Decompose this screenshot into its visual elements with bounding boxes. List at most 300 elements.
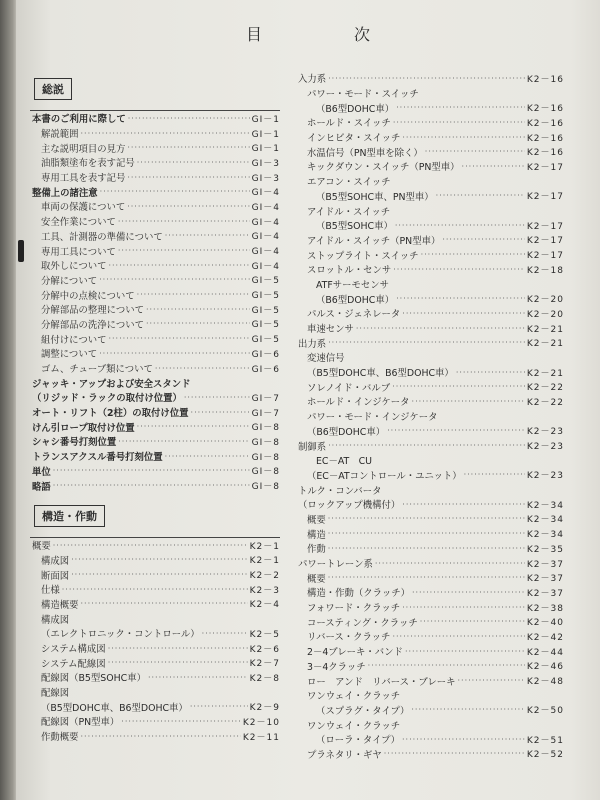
leader-dots xyxy=(421,250,525,259)
leader-dots xyxy=(456,368,525,377)
toc-entry xyxy=(296,291,564,306)
toc-entry-title: ホールド・スイッチ xyxy=(307,118,391,130)
toc-entry xyxy=(296,717,564,732)
toc-entry-page: GⅠ－5 xyxy=(251,305,280,316)
toc-entry-title: 構造・作動（クラッチ） xyxy=(307,588,410,600)
toc-entry-title: インヒビタ・スイッチ xyxy=(307,133,401,145)
toc-entry xyxy=(296,115,564,130)
toc-entry-page: GⅠ－4 xyxy=(251,202,280,213)
toc-entry-page: K2－1 xyxy=(249,556,280,567)
leader-dots xyxy=(127,202,249,211)
leader-dots xyxy=(118,437,249,446)
toc-entry-page: K2－8 xyxy=(249,673,280,684)
toc-entry-title: 配線図（B5型SOHC車） xyxy=(41,673,146,685)
toc-entry xyxy=(30,273,280,288)
toc-list-right xyxy=(296,71,564,761)
toc-entry-title: （B5型SOHC車） xyxy=(316,221,393,233)
toc-entry xyxy=(296,379,564,394)
toc-entry-page: K2－11 xyxy=(242,732,280,743)
leader-dots xyxy=(127,173,249,182)
leader-dots xyxy=(328,544,525,553)
toc-entry-title: 単位 xyxy=(32,466,51,478)
toc-entry-page: K2－50 xyxy=(526,706,564,717)
toc-entry-title: 水温信号（PN型車を除く） xyxy=(307,147,423,159)
toc-entry-page: GⅠ－6 xyxy=(251,364,280,375)
toc-entry-title: けん引ロープ取付け位置 xyxy=(32,422,135,434)
toc-entry xyxy=(296,453,564,468)
toc-entry-title: リバース・クラッチ xyxy=(307,632,391,644)
toc-entry xyxy=(296,71,564,86)
toc-entry-title: シャシ番号打刻位置 xyxy=(32,437,117,449)
toc-entry xyxy=(296,86,564,101)
right-column xyxy=(296,71,564,761)
toc-entry-title: 整備上の諸注意 xyxy=(32,187,98,199)
leader-dots xyxy=(146,305,250,314)
toc-entry-title: 作動 xyxy=(307,544,326,556)
toc-entry xyxy=(30,419,280,434)
toc-entry xyxy=(30,553,280,568)
leader-dots xyxy=(328,529,525,538)
toc-entry xyxy=(30,699,280,714)
toc-entry xyxy=(296,629,564,644)
toc-entry-title: 分解について xyxy=(41,275,98,287)
leader-dots xyxy=(387,426,525,435)
leader-dots xyxy=(402,603,525,612)
toc-entry xyxy=(30,287,280,302)
toc-entry xyxy=(30,449,280,464)
toc-entry xyxy=(30,375,280,390)
leader-dots xyxy=(412,588,525,597)
toc-entry-page: K2－37 xyxy=(526,588,564,599)
toc-entry xyxy=(296,159,564,174)
toc-entry-title: 概要 xyxy=(307,573,326,585)
toc-entry-page: K2－16 xyxy=(526,148,564,159)
toc-entry-title: 配線図 xyxy=(41,688,70,700)
toc-entry-page: K2－9 xyxy=(249,703,280,714)
leader-dots xyxy=(356,324,525,333)
toc-entry-title: 構成図 xyxy=(41,614,70,626)
toc-entry-title: （B5型DOHC車、B6型DOHC車） xyxy=(307,368,454,380)
toc-list-structure xyxy=(30,538,280,744)
toc-entry-title: パワートレーン系 xyxy=(298,559,373,571)
toc-entry-title: フォワード・クラッチ xyxy=(307,603,401,615)
toc-entry-title: （B5型SOHC車、PN型車） xyxy=(316,191,434,203)
toc-entry-page: GⅠ－6 xyxy=(251,349,280,360)
toc-entry-title: 出力系 xyxy=(298,338,327,350)
leader-dots xyxy=(53,481,250,490)
toc-entry xyxy=(296,570,564,585)
toc-entry-title: ゴム、チューブ類について xyxy=(41,364,153,376)
toc-entry xyxy=(296,541,564,556)
leader-dots xyxy=(127,143,249,152)
toc-entry-page: K2－38 xyxy=(526,603,564,614)
toc-entry xyxy=(30,478,280,493)
toc-entry-title: システム構成図 xyxy=(41,644,106,656)
toc-entry-title: （スプラグ・タイプ） xyxy=(316,705,410,717)
toc-entry xyxy=(296,468,564,483)
leader-dots xyxy=(402,133,525,142)
toc-entry-page: K2－21 xyxy=(526,324,564,335)
toc-page xyxy=(16,0,600,800)
toc-entry xyxy=(296,644,564,659)
leader-dots xyxy=(148,673,248,682)
leader-dots xyxy=(137,158,250,167)
leader-dots xyxy=(462,162,525,171)
leader-dots xyxy=(137,422,250,431)
section-heading-overview: 総説 xyxy=(34,78,72,100)
toc-entry-page: GⅠ－4 xyxy=(251,247,280,258)
toc-entry xyxy=(296,747,564,762)
toc-entry-page: K2－5 xyxy=(249,629,280,640)
leader-dots xyxy=(121,717,241,726)
toc-entry xyxy=(296,556,564,571)
leader-dots xyxy=(396,103,525,112)
leader-dots xyxy=(425,147,525,156)
toc-entry-page: GⅠ－3 xyxy=(251,173,280,184)
toc-entry-title: トルク・コンバータ xyxy=(298,485,382,497)
toc-entry-page: K2－22 xyxy=(526,383,564,394)
toc-entry xyxy=(30,361,280,376)
leader-dots xyxy=(393,118,525,127)
leader-dots xyxy=(328,514,525,523)
toc-entry xyxy=(30,729,280,744)
toc-entry-title: （エレクトロニック・コントロール） xyxy=(41,629,200,641)
leader-dots xyxy=(165,231,250,240)
leader-dots xyxy=(190,702,248,711)
toc-entry-title: 仕様 xyxy=(41,585,60,597)
toc-entry-page: K2－17 xyxy=(526,192,564,203)
toc-entry-page: K2－16 xyxy=(526,74,564,85)
binding-edge xyxy=(0,0,16,800)
toc-entry-page: K2－18 xyxy=(526,265,564,276)
toc-entry xyxy=(30,611,280,626)
toc-entry xyxy=(30,434,280,449)
toc-entry-title: （B6型DOHC車） xyxy=(316,294,395,306)
leader-dots xyxy=(328,338,525,347)
toc-entry-page: GⅠ－4 xyxy=(251,232,280,243)
leader-dots xyxy=(108,644,248,653)
leader-dots xyxy=(100,187,250,196)
toc-entry-title: 概要 xyxy=(32,541,51,553)
leader-dots xyxy=(420,617,525,626)
leader-dots xyxy=(412,397,525,406)
toc-entry xyxy=(30,126,280,141)
leader-dots xyxy=(402,735,525,744)
toc-entry-title: パワー・モード・インジケータ xyxy=(307,412,438,424)
toc-entry-page: GⅠ－8 xyxy=(251,482,280,493)
toc-entry xyxy=(30,184,280,199)
section-heading-structure: 構造・作動 xyxy=(34,505,105,527)
toc-entry xyxy=(30,641,280,656)
toc-entry xyxy=(30,405,280,420)
toc-entry-title: 概要 xyxy=(307,514,326,526)
toc-entry-title: ソレノイド・バルブ xyxy=(307,382,391,394)
leader-dots xyxy=(402,500,525,509)
leader-dots xyxy=(368,661,525,670)
toc-entry xyxy=(30,302,280,317)
toc-entry-title: 構造概要 xyxy=(41,599,79,611)
toc-entry xyxy=(296,688,564,703)
toc-entry-page: K2－16 xyxy=(526,118,564,129)
toc-entry xyxy=(30,670,280,685)
toc-entry-page: GⅠ－1 xyxy=(251,114,280,125)
toc-entry-page: K2－23 xyxy=(526,442,564,453)
toc-entry xyxy=(296,673,564,688)
leader-dots xyxy=(384,749,525,758)
toc-entry-title: （EC－ATコントロール・ユニット） xyxy=(307,470,462,482)
toc-entry-page: K2－10 xyxy=(242,717,280,728)
toc-entry xyxy=(296,365,564,380)
toc-entry-page: GⅠ－8 xyxy=(251,452,280,463)
toc-entry-page: GⅠ－8 xyxy=(251,437,280,448)
toc-entry-page: K2－37 xyxy=(526,574,564,585)
toc-entry-title: アイドル・スイッチ xyxy=(307,206,391,218)
toc-entry-page: K2－52 xyxy=(526,750,564,761)
toc-entry-title: EC－AT CU xyxy=(316,456,373,468)
leader-dots xyxy=(108,658,248,667)
leader-dots xyxy=(128,114,250,123)
leader-dots xyxy=(411,705,525,714)
toc-entry-page: GⅠ－5 xyxy=(251,320,280,331)
toc-entry-title: パワー・モード・スイッチ xyxy=(307,89,419,101)
toc-list-overview xyxy=(30,111,280,493)
leader-dots xyxy=(202,629,248,638)
leader-dots xyxy=(392,632,524,641)
toc-entry xyxy=(30,597,280,612)
toc-entry-page: K2－16 xyxy=(526,133,564,144)
toc-entry-title: 組付けについて xyxy=(41,334,107,346)
toc-entry-page: GⅠ－4 xyxy=(251,217,280,228)
leader-dots xyxy=(396,294,525,303)
toc-entry xyxy=(296,203,564,218)
toc-entry-page: K2－34 xyxy=(526,515,564,526)
toc-entry xyxy=(296,189,564,204)
leader-dots xyxy=(108,334,249,343)
toc-entry xyxy=(30,140,280,155)
toc-entry-title: （B6型DOHC車） xyxy=(307,426,386,438)
toc-entry xyxy=(296,218,564,233)
toc-entry xyxy=(30,538,280,553)
leader-dots xyxy=(81,599,248,608)
toc-entry-page: GⅠ－3 xyxy=(251,158,280,169)
toc-entry xyxy=(30,626,280,641)
toc-entry-page: GⅠ－8 xyxy=(251,467,280,478)
toc-entry-title: 構成図 xyxy=(41,555,70,567)
leader-dots xyxy=(328,573,525,582)
toc-entry xyxy=(30,346,280,361)
toc-entry-page: K2－48 xyxy=(526,677,564,688)
toc-entry xyxy=(296,526,564,541)
toc-entry-page: K2－2 xyxy=(249,571,280,582)
toc-entry-title: 略語 xyxy=(32,481,51,493)
toc-entry-title: コースティング・クラッチ xyxy=(307,617,418,629)
toc-entry xyxy=(30,567,280,582)
leader-dots xyxy=(71,570,248,579)
toc-entry-title: スロットル・センサ xyxy=(307,265,392,277)
toc-entry xyxy=(296,409,564,424)
toc-entry xyxy=(296,394,564,409)
page-title: 目 次 xyxy=(245,25,408,44)
toc-entry-page: K2－16 xyxy=(526,104,564,115)
toc-entry-title: ストップライト・スイッチ xyxy=(307,250,419,262)
toc-entry-title: ジャッキ・アップおよび安全スタンド xyxy=(32,378,191,390)
toc-entry-title: 変速信号 xyxy=(307,353,345,365)
toc-entry xyxy=(30,229,280,244)
toc-entry xyxy=(30,582,280,597)
toc-entry-page: GⅠ－4 xyxy=(251,261,280,272)
leader-dots xyxy=(328,441,525,450)
toc-entry-page: K2－20 xyxy=(526,309,564,320)
toc-entry-title: 調整について xyxy=(41,349,98,361)
toc-entry xyxy=(30,714,280,729)
toc-entry xyxy=(30,199,280,214)
toc-entry xyxy=(296,306,564,321)
binder-hole xyxy=(18,240,24,262)
toc-entry-title: 分解中の点検について xyxy=(41,290,135,302)
toc-entry-page: GⅠ－5 xyxy=(251,335,280,346)
toc-entry xyxy=(30,243,280,258)
toc-entry-title: 車両の保護について xyxy=(41,202,126,214)
toc-entry-title: 3－4クラッチ xyxy=(307,661,366,673)
toc-entry-page: GⅠ－7 xyxy=(251,408,280,419)
left-column xyxy=(30,74,280,744)
leader-dots xyxy=(464,470,525,479)
toc-entry-page: GⅠ－5 xyxy=(251,291,280,302)
toc-entry-page: K2－17 xyxy=(526,221,564,232)
toc-entry-title: パルス・ジェネレータ xyxy=(307,309,401,321)
toc-entry-page: K2－1 xyxy=(249,541,280,552)
toc-entry-title: 配線図（PN型車） xyxy=(41,717,120,729)
toc-entry xyxy=(296,703,564,718)
toc-entry-page: GⅠ－5 xyxy=(251,276,280,287)
toc-entry xyxy=(296,233,564,248)
leader-dots xyxy=(53,466,250,475)
toc-entry-title: トランスアクスル番号打刻位置 xyxy=(32,452,163,464)
toc-entry xyxy=(30,655,280,670)
leader-dots xyxy=(395,221,525,230)
leader-dots xyxy=(458,676,525,685)
toc-entry-title: ロー アンド リバース・ブレーキ xyxy=(307,676,456,688)
toc-entry-page: K2－35 xyxy=(526,544,564,555)
toc-entry-title: オート・リフト（2柱）の取付け位置 xyxy=(32,408,189,420)
toc-entry-page: K2－40 xyxy=(526,618,564,629)
leader-dots xyxy=(184,393,250,402)
leader-dots xyxy=(99,349,250,358)
toc-entry xyxy=(296,424,564,439)
leader-dots xyxy=(442,235,525,244)
toc-entry-page: K2－20 xyxy=(526,295,564,306)
toc-entry-page: K2－23 xyxy=(526,471,564,482)
toc-entry-title: 安全作業について xyxy=(41,217,116,229)
leader-dots xyxy=(99,275,250,284)
leader-dots xyxy=(155,364,250,373)
leader-dots xyxy=(146,319,250,328)
toc-entry-title: エアコン・スイッチ xyxy=(307,177,391,189)
toc-entry-page: K2－3 xyxy=(249,585,280,596)
toc-entry-title: ホールド・インジケータ xyxy=(307,397,410,409)
toc-entry-page: GⅠ－8 xyxy=(251,423,280,434)
toc-entry-page: GⅠ－4 xyxy=(251,188,280,199)
toc-entry xyxy=(30,390,280,405)
toc-entry xyxy=(30,155,280,170)
toc-entry xyxy=(296,614,564,629)
toc-entry-title: 主な説明項目の見方 xyxy=(41,143,126,155)
toc-entry-title: 取外しについて xyxy=(41,261,107,273)
toc-entry xyxy=(296,321,564,336)
toc-entry-page: GⅠ－1 xyxy=(251,144,280,155)
toc-entry-page: K2－6 xyxy=(249,644,280,655)
toc-entry-page: K2－21 xyxy=(526,339,564,350)
toc-entry-title: ワンウェイ・クラッチ xyxy=(307,691,401,703)
toc-entry-page: K2－51 xyxy=(526,735,564,746)
leader-dots xyxy=(191,408,250,417)
toc-entry-page: K2－7 xyxy=(249,659,280,670)
toc-entry-title: 分解部品の整理について xyxy=(41,305,144,317)
toc-entry xyxy=(296,130,564,145)
toc-entry-title: 車速センサ xyxy=(307,324,354,336)
toc-entry-page: K2－44 xyxy=(526,647,564,658)
leader-dots xyxy=(328,74,525,83)
toc-entry xyxy=(296,174,564,189)
toc-entry xyxy=(296,100,564,115)
toc-entry-page: K2－17 xyxy=(526,251,564,262)
toc-entry-title: システム配線図 xyxy=(41,658,106,670)
toc-entry-page: K2－22 xyxy=(526,397,564,408)
toc-entry-title: （ローラ・タイプ） xyxy=(316,735,401,747)
toc-entry xyxy=(30,464,280,479)
toc-entry xyxy=(296,732,564,747)
toc-entry-page: GⅠ－7 xyxy=(251,393,280,404)
toc-entry-title: 解説範囲 xyxy=(41,129,79,141)
toc-entry-title: 分解部品の洗浄について xyxy=(41,319,144,331)
toc-entry-title: （ロックアップ機構付） xyxy=(298,500,401,512)
toc-entry-title: 工具、計測器の準備について xyxy=(41,231,163,243)
toc-entry-page: K2－46 xyxy=(526,662,564,673)
leader-dots xyxy=(405,647,525,656)
toc-entry-page: K2－4 xyxy=(249,600,280,611)
toc-entry-page: K2－17 xyxy=(526,162,564,173)
toc-entry-title: 入力系 xyxy=(298,74,327,86)
toc-entry-title: 専用工具について xyxy=(41,246,116,258)
leader-dots xyxy=(108,261,249,270)
toc-entry xyxy=(30,214,280,229)
toc-entry xyxy=(296,247,564,262)
leader-dots xyxy=(392,382,525,391)
leader-dots xyxy=(81,129,250,138)
toc-entry-title: （B5型DOHC車、B6型DOHC車） xyxy=(41,702,188,714)
toc-entry-page: K2－23 xyxy=(526,427,564,438)
toc-entry xyxy=(296,438,564,453)
toc-entry xyxy=(30,331,280,346)
toc-entry-page: K2－42 xyxy=(526,632,564,643)
toc-entry xyxy=(296,659,564,674)
toc-entry-title: アイドル・スイッチ（PN型車） xyxy=(307,235,441,247)
toc-entry xyxy=(30,685,280,700)
leader-dots xyxy=(375,559,525,568)
toc-entry xyxy=(296,277,564,292)
toc-entry xyxy=(296,512,564,527)
toc-entry xyxy=(296,482,564,497)
leader-dots xyxy=(62,585,248,594)
toc-entry-title: キックダウン・スイッチ（PN型車） xyxy=(307,162,460,174)
toc-entry-title: 本書のご利用に際して xyxy=(32,114,126,126)
toc-entry-title: 2－4ブレーキ・バンド xyxy=(307,647,403,659)
toc-entry-page: K2－37 xyxy=(526,559,564,570)
toc-entry xyxy=(296,350,564,365)
toc-entry xyxy=(296,144,564,159)
leader-dots xyxy=(165,452,250,461)
toc-entry-page: GⅠ－1 xyxy=(251,129,280,140)
